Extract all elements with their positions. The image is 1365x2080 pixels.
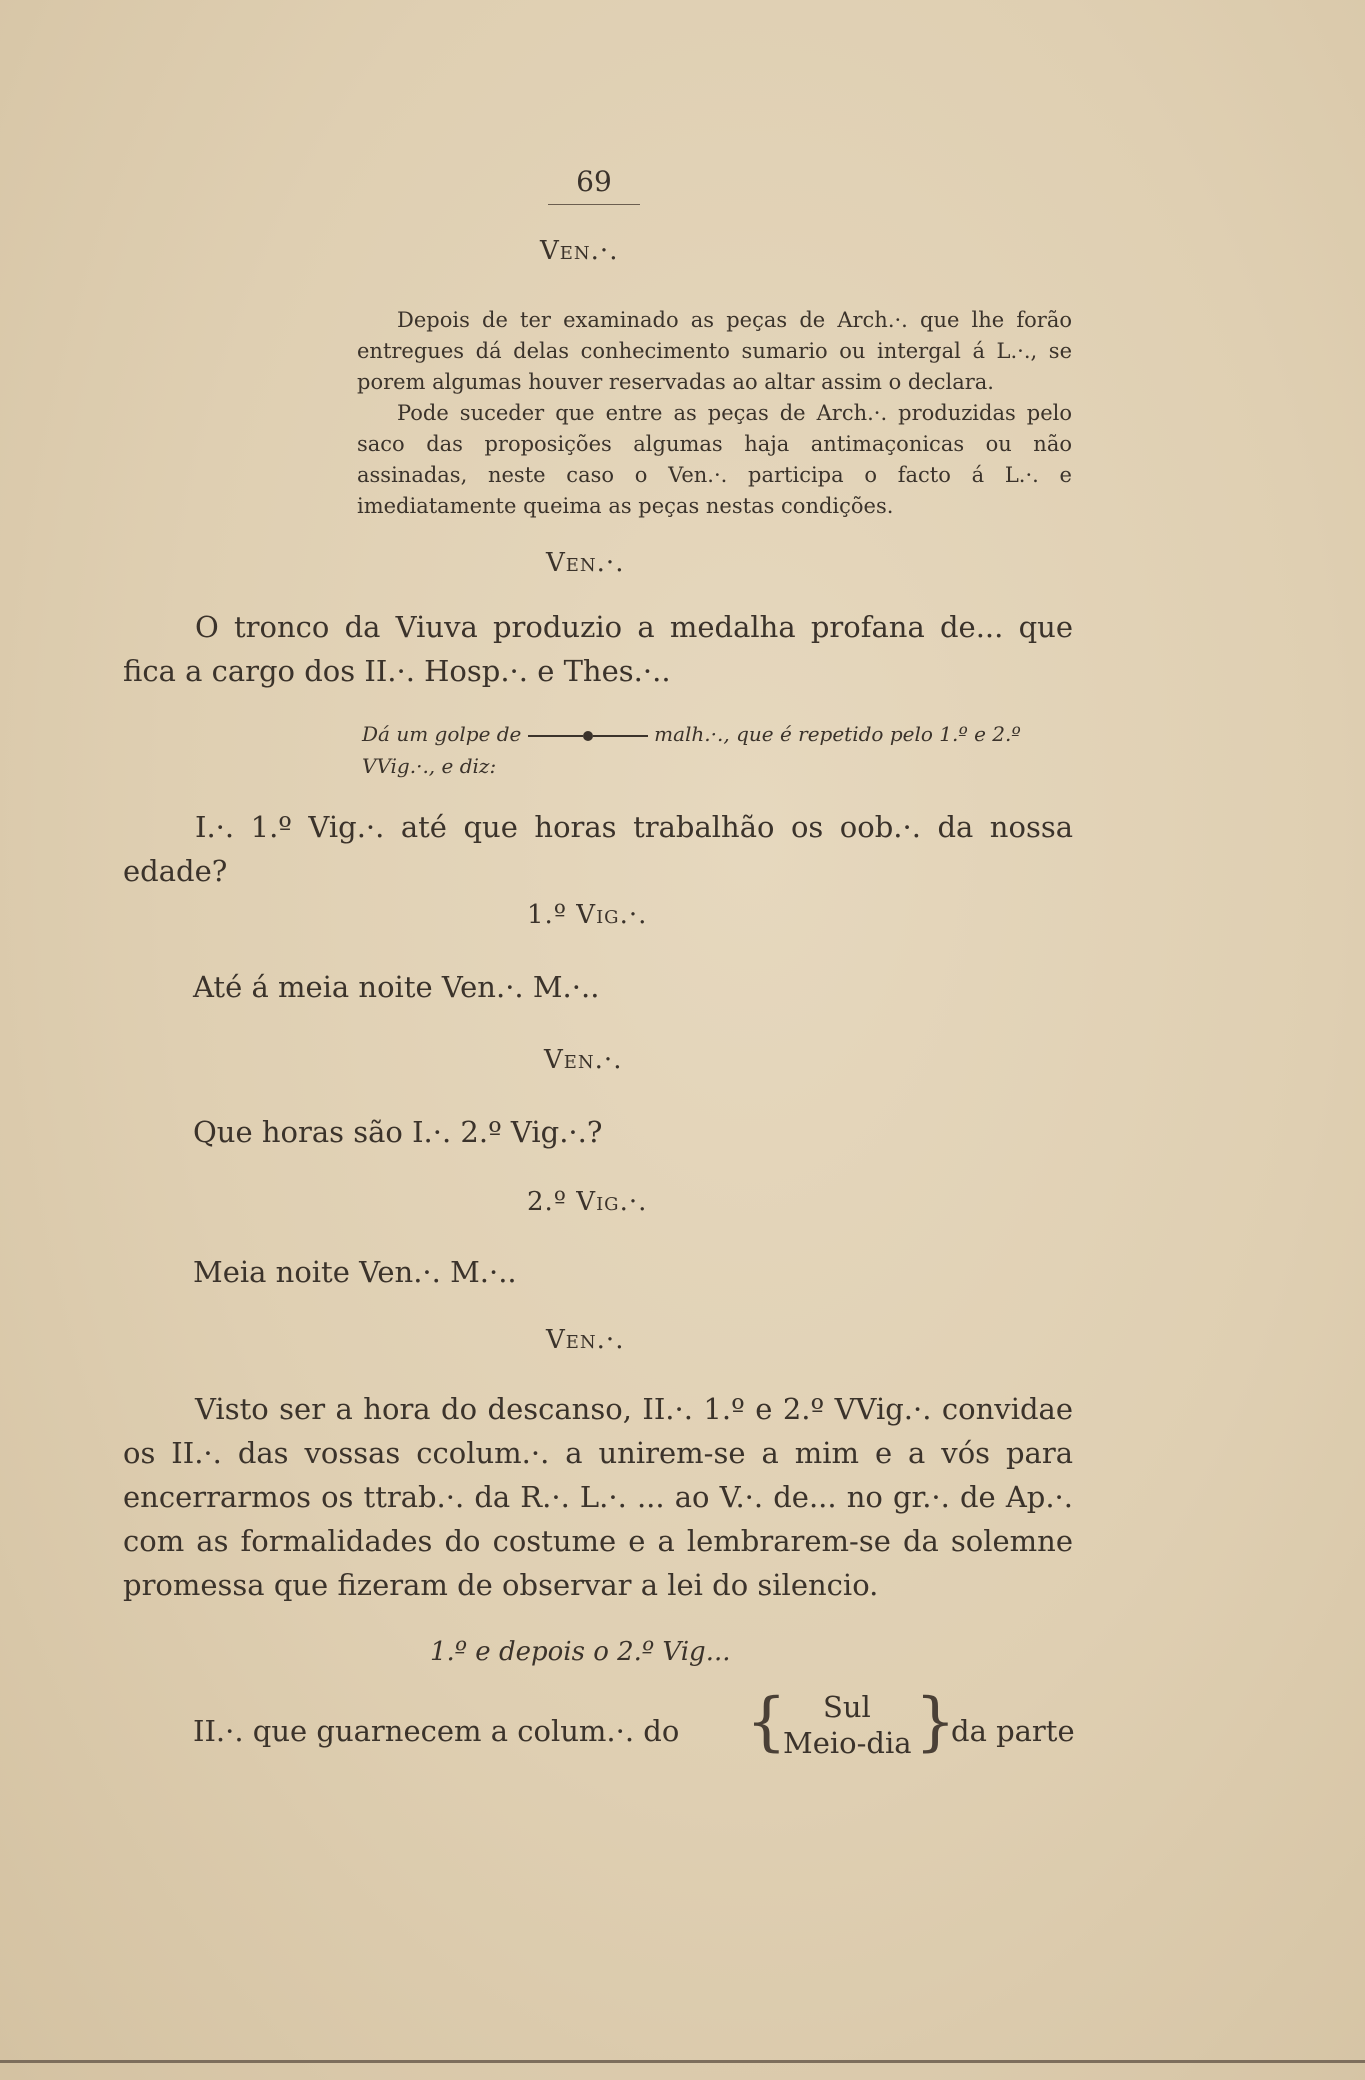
gavel-rule-icon: [528, 722, 648, 746]
last-line-after: da parte: [951, 1714, 1075, 1748]
heading-ven-1: Ven.·.: [540, 236, 619, 266]
question2-line: Que horas são I.·. 2.º Vig.·.?: [193, 1115, 603, 1149]
heading-vig-2: 2.º Vig.·.: [527, 1187, 648, 1217]
last-line-before: II.·. que guarnecem a colum.·. do: [193, 1714, 680, 1748]
heading-ven-4: Ven.·.: [546, 1325, 625, 1355]
stage-direction-part2: malh.·., que é repetido pelo 1.º e 2.º VVig.·., e diz:: [362, 722, 1021, 778]
question1-paragraph: I.·. 1.º Vig.·. até que horas trabalhão os oob.·. da nossa edade?: [123, 810, 1073, 888]
option-bottom: Meio-dia: [783, 1726, 912, 1760]
page-number: 69: [548, 165, 640, 205]
option-top: Sul: [823, 1690, 871, 1724]
small-text-block: [357, 305, 1072, 522]
small-paragraph-2: Pode suceder que entre as peças de Arch.·. produzidas pelo saco das proposições algumas haja antimaçonicas ou não assinadas, neste caso o Ven.·. participa o facto á L.·. e imediatamente queima as peças nestas condições.: [357, 401, 1072, 518]
small-paragraph-1: Depois de ter examinado as peças de Arch.·. que lhe forão entregues dá delas conhecimento sumario ou intergal á L.·., se porem algumas houver reservadas ao altar assim o declara.: [357, 308, 1072, 394]
stage-direction: [362, 718, 1072, 782]
tronco-block: [123, 605, 1073, 693]
closing-paragraph: Visto ser a hora do descanso, II.·. 1.º e 2.º VVig.·. convidae os II.·. das vossas ccolum.·. a unirem-se a mim e a vós para encerrarmos os ttrab.·. da R.·. L.·. ... ao V.·. de... no gr.·. de Ap.·. com as formalidades do costume e a lembrarem-se da solemne promessa que fizeram de observar a lei do silencio.: [123, 1392, 1073, 1602]
right-brace-icon: }: [915, 1685, 956, 1759]
answer1-line: Até á meia noite Ven.·. M.·..: [193, 970, 600, 1004]
last-line: [193, 1685, 1075, 1760]
stage-direction-part1: Dá um golpe de: [362, 722, 522, 746]
answer2-line: Meia noite Ven.·. M.·..: [193, 1255, 517, 1289]
bottom-rule: [0, 2060, 1365, 2063]
heading-vig-1: 1.º Vig.·.: [527, 900, 648, 930]
question1-block: [123, 805, 1073, 893]
left-brace-icon: {: [746, 1685, 787, 1759]
heading-vig-sequence: 1.º e depois o 2.º Vig...: [430, 1637, 731, 1667]
heading-ven-3: Ven.·.: [544, 1045, 623, 1075]
closing-block: [123, 1387, 1073, 1607]
tronco-paragraph: O tronco da Viuva produzio a medalha profana de... que fica a cargo dos II.·. Hosp.·. e Thes.·..: [123, 610, 1073, 688]
heading-ven-2: Ven.·.: [546, 548, 625, 578]
